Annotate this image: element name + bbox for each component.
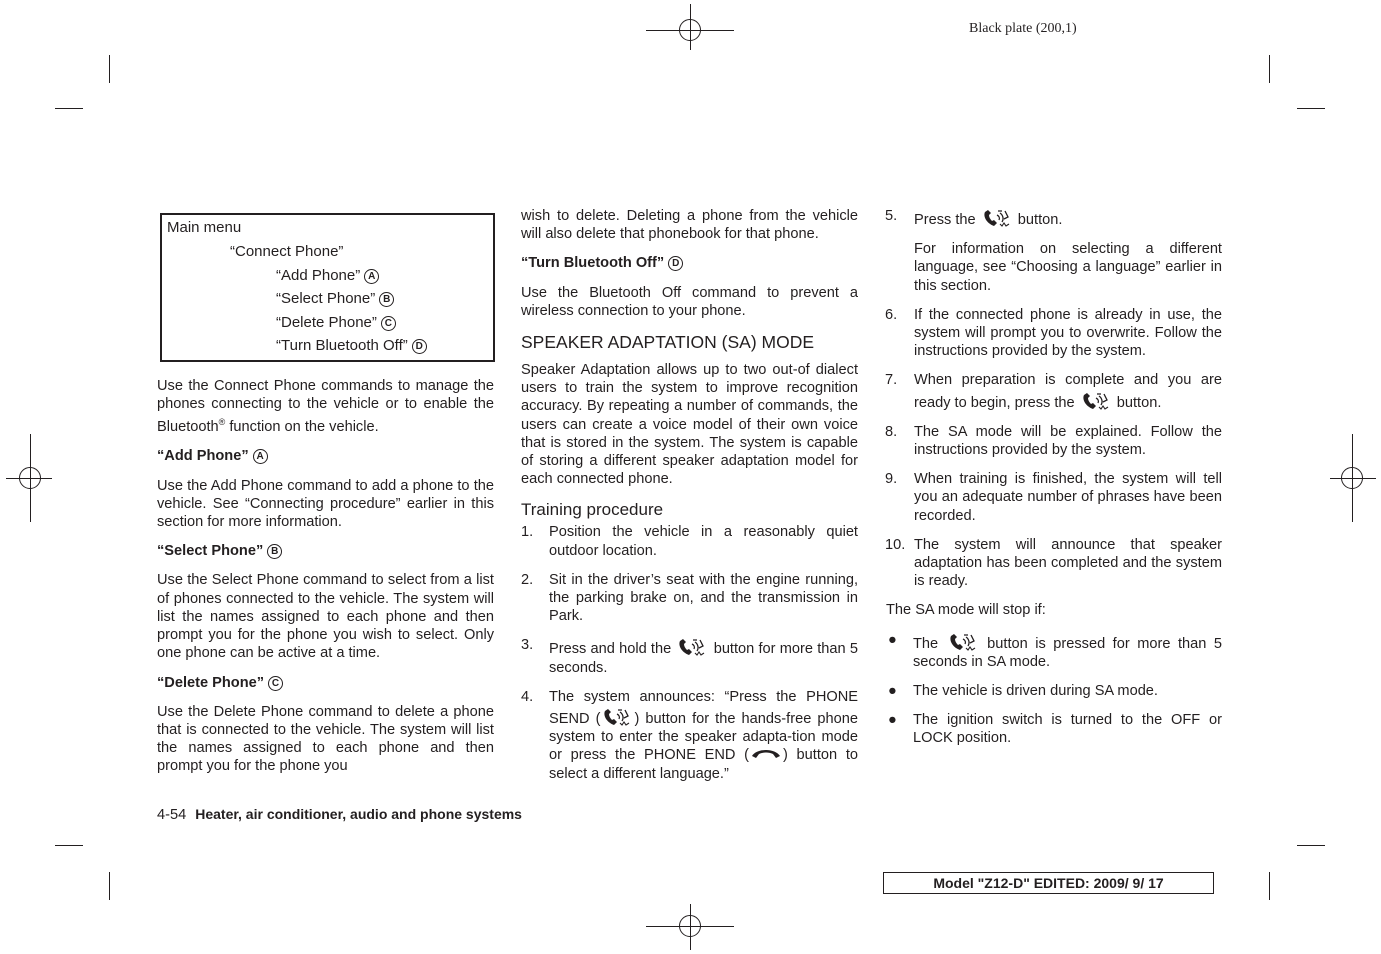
registration-circle-icon — [19, 467, 41, 489]
step-3 — [521, 636, 858, 676]
step-text: Press and hold the — [549, 641, 672, 658]
step-text: Sit in the driver’s seat with the engine running, the parking brake on, and the transmission in Park. — [549, 571, 858, 625]
crop-mark — [55, 845, 83, 846]
menu-title: Main menu — [167, 219, 242, 236]
step-text: When preparation is complete and you are ready to begin, press the — [914, 372, 1222, 411]
step-number: 6. — [885, 306, 898, 323]
heading-text: “Add Phone” — [157, 448, 249, 465]
step-text: Press the — [914, 212, 976, 228]
menu-item-select-phone — [276, 290, 394, 307]
select-phone-heading — [157, 542, 494, 560]
plate-label: Black plate (200,1) — [969, 21, 1077, 36]
add-phone-heading — [157, 447, 494, 465]
step-number: 5. — [885, 208, 898, 224]
crop-mark — [109, 55, 110, 83]
menu-item-turn-bluetooth-off — [276, 337, 427, 354]
step-text: If the connected phone is already in use, the system will prompt you to overwrite. Follow the instructions provided by the system. — [914, 306, 1222, 360]
step-1 — [521, 523, 858, 559]
phone-send-icon — [980, 207, 1014, 229]
letter-b-icon: B — [379, 292, 394, 307]
phone-send-icon — [1079, 390, 1113, 412]
step-number: 4. — [521, 688, 534, 705]
letter-c-icon: C — [268, 676, 283, 691]
letter-d-icon: D — [412, 339, 427, 354]
menu-item-label: “Delete Phone” — [276, 314, 377, 331]
step-5-note: For information on selecting a different language, see “Choosing a language” earlier in this section. — [914, 241, 1222, 294]
column-middle — [521, 207, 858, 794]
sa-mode-text: Speaker Adaptation allows up to two out-of dialect users to train the system to improve recognition accuracy. By repeating a number of commands, the users can create a voice model of their own voice that is stored in the system. The system is capable of storing a different speaker adaptation model for each connected phone. — [521, 362, 858, 488]
bullet-text-end: button is pressed for more than 5 seconds in SA mode. — [913, 635, 1222, 670]
step-2 — [521, 571, 858, 626]
page-number: 4-54 — [157, 807, 187, 823]
menu-item-label: “Add Phone” — [276, 267, 361, 284]
crop-mark — [1269, 872, 1270, 900]
heading-text: “Turn Bluetooth Off” — [521, 255, 665, 272]
step-9 — [886, 470, 1222, 525]
step-text-end: button for more than 5 seconds. — [549, 641, 858, 676]
phone-send-icon — [675, 636, 709, 658]
step-4 — [521, 688, 858, 783]
heading-text: “Select Phone” — [157, 543, 264, 560]
letter-b-icon: B — [267, 544, 282, 559]
menu-diagram — [160, 213, 495, 362]
bullet-text: The ignition switch is turned to the OFF or LOCK position. — [913, 712, 1222, 747]
phone-send-icon — [600, 706, 634, 728]
sa-mode-heading: SPEAKER ADAPTATION (SA) MODE — [521, 332, 815, 353]
menu-item-label: “Turn Bluetooth Off” — [276, 337, 408, 354]
step-number: 2. — [521, 571, 534, 588]
step-number: 9. — [885, 471, 898, 488]
add-phone-text: Use the Add Phone command to add a phone to the vehicle. See “Connecting procedure” earlier in this section for more information. — [157, 477, 494, 531]
column-left — [157, 377, 494, 787]
column-right — [886, 207, 1222, 759]
crop-mark — [1297, 845, 1325, 846]
stop-intro: The SA mode will stop if: — [886, 602, 1046, 619]
menu-item-add-phone — [276, 267, 379, 284]
step-text: When training is finished, the system will tell you an adequate number of phrases have been recorded. — [914, 471, 1222, 524]
intro-paragraph — [157, 377, 494, 436]
delete-phone-text: Use the Delete Phone command to delete a phone that is connected to the vehicle. The system will list the names assigned to each phone and then prompt you for the phone you — [157, 703, 494, 775]
registration-circle-icon — [679, 19, 701, 41]
select-phone-text: Use the Select Phone command to select from a list of phones connected to the vehicle. The system will list the names assigned to each phone and then prompt you for the phone you wish to select. Only one phone can be active at a time. — [157, 572, 494, 662]
step-text: The system announces: “Press the PHONE SEND ( — [549, 688, 858, 728]
step-text-end: ) button to select a different language.” — [549, 747, 858, 782]
crop-mark — [109, 872, 110, 900]
delete-phone-heading — [157, 674, 494, 692]
training-procedure-heading: Training procedure — [521, 500, 664, 520]
bluetooth-off-heading — [521, 254, 858, 272]
step-text-end: button. — [1116, 394, 1162, 411]
bullet-item — [886, 682, 1222, 700]
registration-circle-icon — [1341, 467, 1363, 489]
bullet-icon: ● — [888, 683, 897, 700]
bullet-icon: ● — [888, 631, 897, 648]
menu-item-delete-phone — [276, 314, 396, 331]
step-text: The system will announce that speaker adaptation has been completed and the system is ready. — [914, 536, 1222, 590]
phone-end-icon — [749, 746, 783, 760]
step-number: 7. — [885, 372, 898, 389]
step-number: 10. — [885, 536, 906, 553]
step-text-mid: ) button for the hands-free phone system to enter the speaker adapta-tion mode or press the PHONE END ( — [549, 711, 858, 764]
letter-c-icon: C — [381, 316, 396, 331]
menu-item-label: “Select Phone” — [276, 290, 376, 307]
section-title: Heater, air conditioner, audio and phone systems — [195, 806, 522, 822]
step-number: 8. — [885, 423, 898, 440]
bullet-item — [886, 711, 1222, 747]
step-number: 1. — [521, 524, 534, 541]
bullet-icon: ● — [888, 712, 897, 729]
step-text-end: button. — [1017, 212, 1063, 228]
step-6 — [886, 306, 1222, 361]
intro-text-end: function on the vehicle. — [225, 419, 379, 436]
step-text: The SA mode will be explained. Follow the instructions provided by the system. — [914, 423, 1222, 459]
letter-d-icon: D — [668, 256, 683, 271]
crop-mark — [1297, 108, 1325, 109]
bullet-text: The — [913, 635, 939, 652]
step-7 — [886, 371, 1222, 411]
page-footer — [157, 806, 522, 823]
crop-mark — [55, 108, 83, 109]
registered-mark: ® — [218, 417, 226, 428]
registration-circle-icon — [679, 915, 701, 937]
delete-phone-continued: wish to delete. Deleting a phone from the vehicle will also delete that phonebook for that phone. — [521, 208, 858, 243]
step-8 — [886, 423, 1222, 459]
letter-a-icon: A — [364, 269, 379, 284]
step-text: Position the vehicle in a reasonably quiet outdoor location. — [549, 524, 858, 559]
model-edited-box: Model "Z12-D" EDITED: 2009/ 9/ 17 — [883, 872, 1214, 894]
heading-text: “Delete Phone” — [157, 674, 265, 691]
step-10 — [886, 536, 1222, 591]
bullet-text: The vehicle is driven during SA mode. — [913, 683, 1158, 700]
phone-send-icon — [946, 631, 980, 653]
bluetooth-off-text: Use the Bluetooth Off command to prevent a wireless connection to your phone. — [521, 284, 858, 319]
step-number: 3. — [521, 637, 534, 654]
step-5 — [886, 207, 1222, 229]
crop-mark — [1269, 55, 1270, 83]
bullet-item — [886, 631, 1222, 671]
letter-a-icon: A — [253, 449, 268, 464]
intro-text: Use the Connect Phone commands to manage the phones connecting to the vehicle or to enable the Bluetooth — [157, 378, 494, 436]
menu-connect-phone: “Connect Phone” — [230, 243, 344, 260]
